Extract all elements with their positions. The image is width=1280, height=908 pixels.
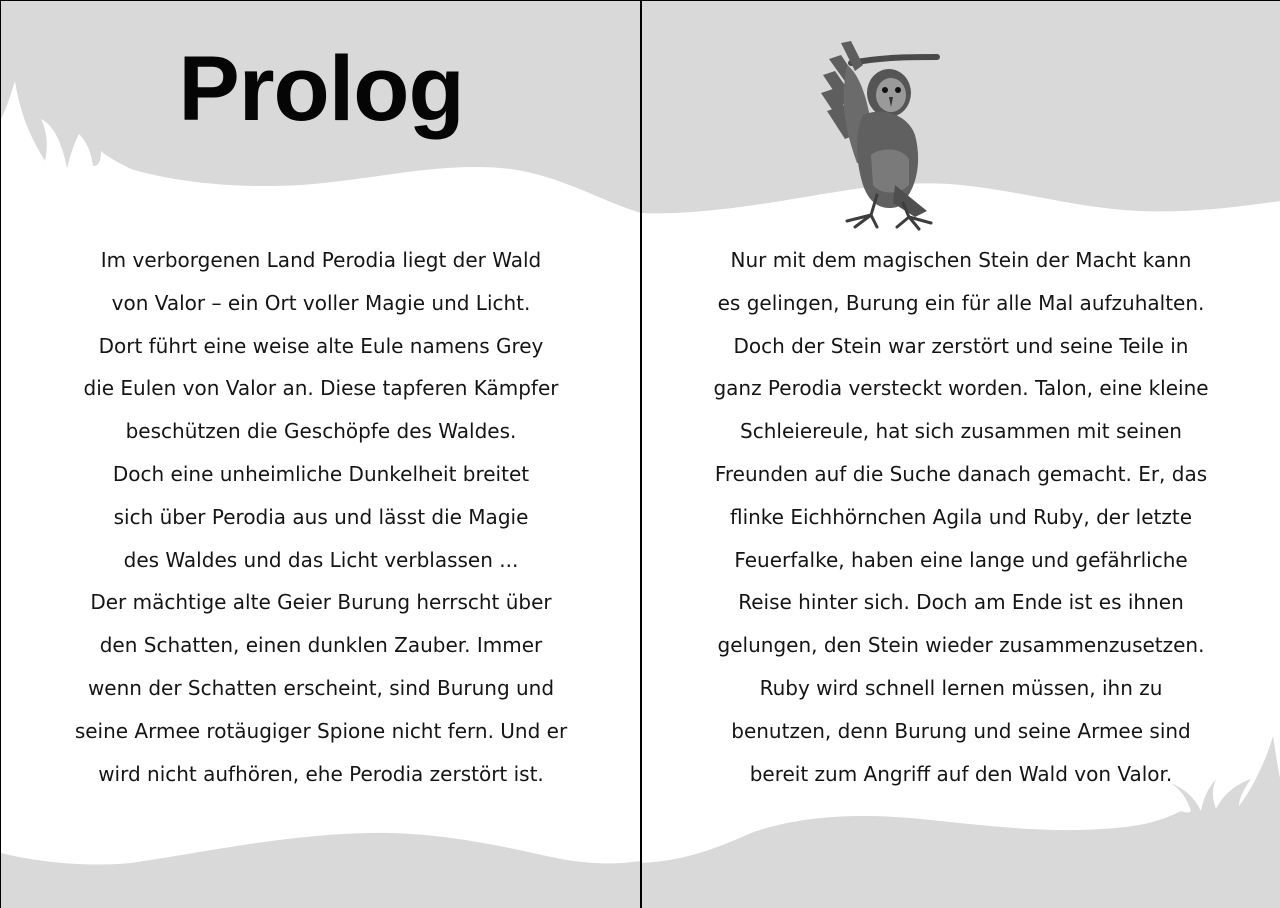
right-page bbox=[641, 1, 1280, 908]
text-line: Ruby wird schnell lernen müssen, ihn zu bbox=[759, 675, 1163, 700]
text-line: Der mächtige alte Geier Burung herrscht über bbox=[90, 590, 552, 615]
text-line: Doch der Stein war zerstört und seine Teile in bbox=[733, 333, 1189, 358]
text-line: den Schatten, einen dunklen Zauber. Immer bbox=[99, 633, 543, 658]
text-line: Reise hinter sich. Doch am Ende ist es ihnen bbox=[738, 590, 1184, 615]
text-line: Doch eine unheimliche Dunkelheit breitet bbox=[112, 461, 530, 486]
text-line: Schleiereule, hat sich zusammen mit seinen bbox=[740, 419, 1182, 444]
text-line: flinke Eichhörnchen Agila und Ruby, der letzte bbox=[729, 504, 1193, 529]
text-line: Nur mit dem magischen Stein der Macht kann bbox=[730, 248, 1192, 272]
text-line: die Eulen von Valor an. Diese tapferen Kämpfer bbox=[83, 376, 559, 401]
text-line: es gelingen, Burung ein für alle Mal aufzuhalten. bbox=[717, 290, 1205, 315]
text-line: ganz Perodia versteckt worden. Talon, eine kleine bbox=[713, 376, 1209, 401]
left-page bbox=[1, 1, 641, 908]
text-line: benutzen, denn Burung und seine Armee sind bbox=[731, 718, 1191, 743]
text-line: Dort führt eine weise alte Eule namens Grey bbox=[98, 333, 544, 358]
right-page-body bbox=[641, 239, 1280, 795]
text-line: des Waldes und das Licht verblassen ... bbox=[123, 547, 519, 572]
text-line: Im verborgenen Land Perodia liegt der Wald bbox=[100, 248, 542, 272]
text-line: wird nicht aufhören, ehe Perodia zerstört ist. bbox=[98, 761, 544, 786]
text-line: sich über Perodia aus und lässt die Magie bbox=[113, 504, 529, 529]
text-line: Freunden auf die Suche danach gemacht. Er, das bbox=[714, 461, 1208, 486]
text-line: gelungen, den Stein wieder zusammenzusetzen. bbox=[717, 633, 1205, 658]
text-line: seine Armee rotäugiger Spione nicht fern. Und er bbox=[74, 718, 568, 743]
text-line: beschützen die Geschöpfe des Waldes. bbox=[125, 419, 517, 444]
page-title: Prolog bbox=[178, 38, 464, 140]
owl-with-stick-icon bbox=[811, 35, 971, 235]
text-line: wenn der Schatten erscheint, sind Burung und bbox=[87, 675, 555, 700]
text-line: Feuerfalke, haben eine lange und gefährliche bbox=[734, 547, 1188, 572]
text-line: bereit zum Angriff auf den Wald von Valor. bbox=[749, 761, 1173, 786]
page-divider bbox=[640, 1, 642, 908]
left-page-body bbox=[1, 239, 641, 795]
text-line: von Valor – ein Ort voller Magie und Licht. bbox=[111, 290, 531, 315]
